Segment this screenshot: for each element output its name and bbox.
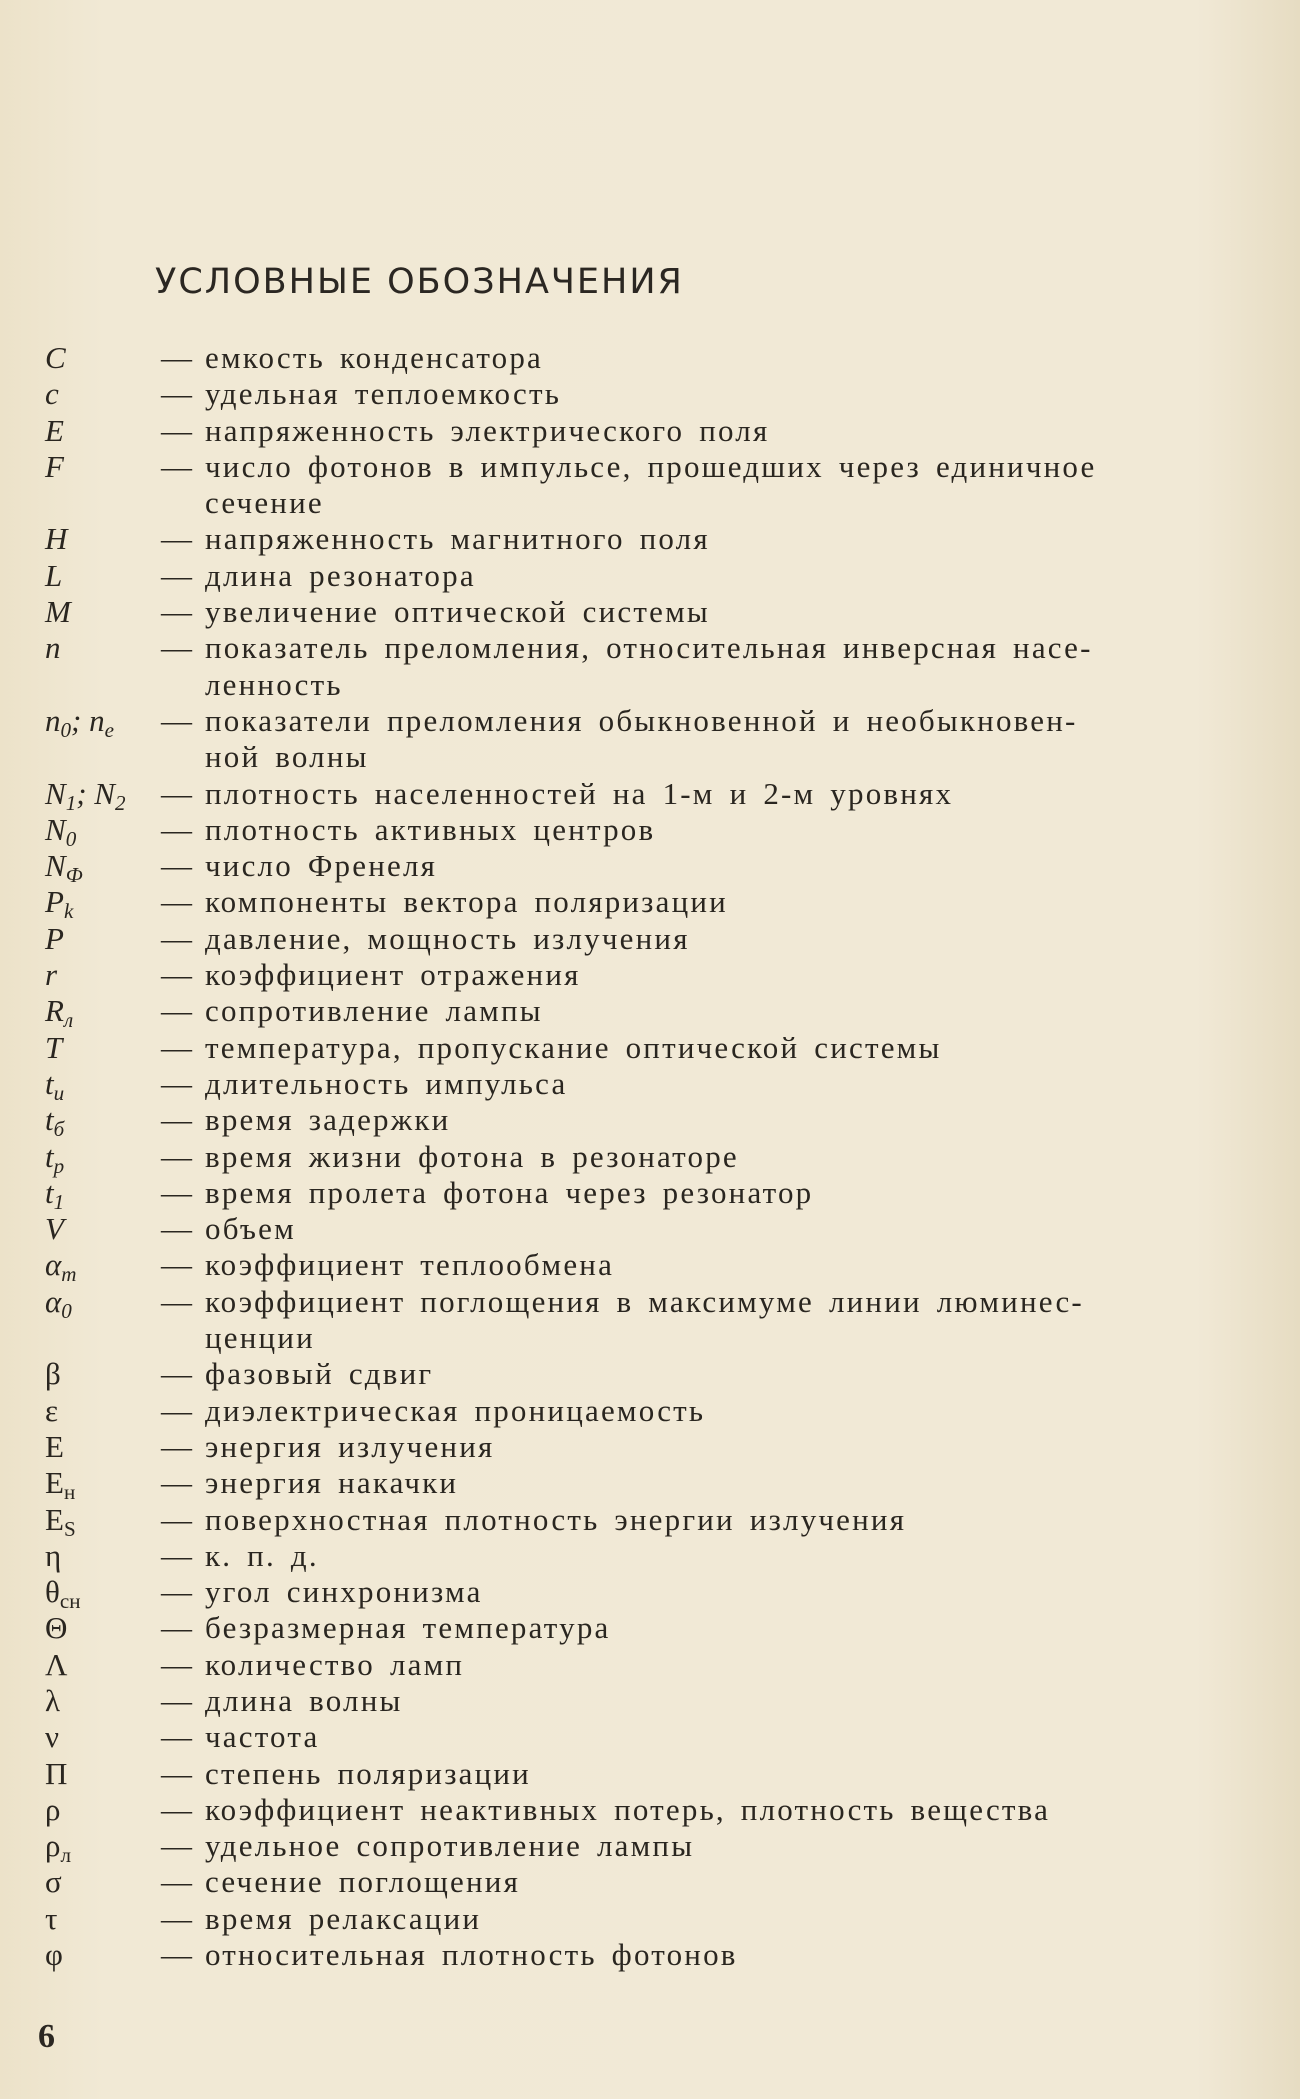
em-dash: — xyxy=(161,594,192,630)
notation-entry xyxy=(45,1574,1235,1613)
notation-description: показатель преломления, относительная инверсная насе- ленность xyxy=(205,630,1093,702)
notation-symbol: λ xyxy=(45,1682,61,1718)
em-dash: — xyxy=(161,1864,192,1900)
notation-description: коэффициент поглощения в максимуме линии люминес- ценции xyxy=(205,1283,1084,1356)
em-dash: — xyxy=(161,811,192,847)
notation-description: степень поляризации xyxy=(205,1755,531,1791)
em-dash: — xyxy=(161,1574,192,1610)
notation-description: фазовый сдвиг xyxy=(205,1356,434,1392)
em-dash: — xyxy=(161,702,192,738)
notation-description: длина резонатора xyxy=(205,557,476,593)
notation-description: удельная теплоемкость xyxy=(205,376,562,412)
notation-description: число фотонов в импульсе, прошедших через единичное сечение xyxy=(205,448,1097,521)
em-dash: — xyxy=(161,920,192,956)
notation-entry xyxy=(45,1610,1235,1646)
notation-entry xyxy=(45,1030,1235,1066)
em-dash: — xyxy=(161,376,192,412)
notation-symbol: E xyxy=(45,1428,64,1464)
notation-description: поверхностная плотность энергии излучения xyxy=(205,1501,907,1537)
notation-entry xyxy=(45,594,1235,630)
em-dash: — xyxy=(161,1247,192,1283)
em-dash: — xyxy=(161,1646,192,1682)
notation-list xyxy=(45,340,1235,1973)
notation-entry xyxy=(45,1247,1235,1287)
em-dash: — xyxy=(161,1537,192,1573)
notation-symbol: $N_Ф$ xyxy=(45,848,83,888)
notation-description: количество ламп xyxy=(205,1646,465,1682)
notation-symbol: Λ xyxy=(45,1646,68,1682)
notation-entry xyxy=(45,630,1235,703)
notation-description: увеличение оптической системы xyxy=(205,594,710,630)
em-dash: — xyxy=(161,1610,192,1646)
em-dash: — xyxy=(161,1682,192,1718)
notation-entry xyxy=(45,1756,1235,1792)
em-dash: — xyxy=(161,1392,192,1428)
notation-symbol: c xyxy=(45,376,59,412)
notation-symbol: ε xyxy=(45,1392,59,1428)
em-dash: — xyxy=(161,448,192,484)
notation-entry xyxy=(45,340,1235,376)
notation-symbol: $N_0$ xyxy=(45,811,77,851)
em-dash: — xyxy=(161,993,192,1029)
notation-symbol: H xyxy=(45,521,68,557)
notation-entry xyxy=(45,413,1235,449)
notation-entry xyxy=(45,884,1235,924)
notation-symbol: φ xyxy=(45,1937,63,1973)
notation-entry xyxy=(45,1937,1235,1973)
em-dash: — xyxy=(161,1937,192,1973)
em-dash: — xyxy=(161,1501,192,1537)
notation-description: показатели преломления обыкновенной и необыкновен- ной волны xyxy=(205,702,1078,775)
notation-entry xyxy=(45,1719,1235,1755)
notation-entry xyxy=(45,1465,1235,1505)
notation-description: энергия накачки xyxy=(205,1465,459,1501)
notation-entry xyxy=(45,811,1235,851)
em-dash: — xyxy=(161,1900,192,1936)
notation-description: время пролета фотона через резонатор xyxy=(205,1174,814,1210)
notation-symbol: $t_р$ xyxy=(45,1138,65,1178)
notation-symbol: Θ xyxy=(45,1610,68,1646)
notation-symbol: $\alpha_т$ xyxy=(45,1247,77,1287)
notation-entry xyxy=(45,921,1235,957)
notation-symbol: $N_1$; $N_2$ xyxy=(45,775,126,815)
notation-entry xyxy=(45,558,1235,594)
notation-description: время релаксации xyxy=(205,1900,482,1936)
notation-description: число Френеля xyxy=(205,848,438,884)
notation-symbol: $t_и$ xyxy=(45,1065,65,1105)
notation-description: к. п. д. xyxy=(205,1537,319,1573)
notation-entry xyxy=(45,957,1235,993)
notation-symbol: V xyxy=(45,1211,64,1247)
notation-entry xyxy=(45,848,1235,888)
notation-description: сопротивление лампы xyxy=(205,993,543,1029)
em-dash: — xyxy=(161,1755,192,1791)
notation-entry xyxy=(45,993,1235,1033)
notation-symbol: M xyxy=(45,594,71,630)
notation-entry xyxy=(45,1356,1235,1392)
notation-symbol: $\theta_{сн}$ xyxy=(45,1574,81,1613)
notation-entry xyxy=(45,1102,1235,1142)
notation-symbol: τ xyxy=(45,1900,58,1936)
em-dash: — xyxy=(161,630,192,666)
notation-entry xyxy=(45,1211,1235,1247)
notation-entry xyxy=(45,775,1235,815)
notation-description: напряженность электрического поля xyxy=(205,412,770,448)
notation-entry xyxy=(45,1683,1235,1719)
notation-description: частота xyxy=(205,1719,320,1755)
em-dash: — xyxy=(161,1828,192,1864)
notation-entry xyxy=(45,1174,1235,1214)
notation-symbol: ν xyxy=(45,1719,60,1755)
notation-description: диэлектрическая проницаемость xyxy=(205,1392,706,1428)
notation-description: удельное сопротивление лампы xyxy=(205,1828,695,1864)
notation-entry xyxy=(45,1138,1235,1178)
em-dash: — xyxy=(161,957,192,993)
notation-entry xyxy=(45,1792,1235,1828)
em-dash: — xyxy=(161,1356,192,1392)
notation-description: температура, пропускание оптической системы xyxy=(205,1029,942,1065)
em-dash: — xyxy=(161,1102,192,1138)
notation-description: безразмерная температура xyxy=(205,1610,611,1646)
em-dash: — xyxy=(161,1465,192,1501)
notation-description: длина волны xyxy=(205,1682,403,1718)
notation-symbol: n xyxy=(45,630,61,666)
notation-entry xyxy=(45,1864,1235,1900)
notation-symbol: r xyxy=(45,957,58,993)
notation-entry xyxy=(45,1501,1235,1541)
em-dash: — xyxy=(161,340,192,375)
notation-description: коэффициент отражения xyxy=(205,957,581,993)
em-dash: — xyxy=(161,1211,192,1247)
notation-symbol: T xyxy=(45,1029,63,1065)
notation-symbol: β xyxy=(45,1356,61,1392)
notation-entry xyxy=(45,521,1235,557)
em-dash: — xyxy=(161,1029,192,1065)
notation-description: коэффициент теплообмена xyxy=(205,1247,615,1283)
em-dash: — xyxy=(161,1719,192,1755)
notation-description: давление, мощность излучения xyxy=(205,920,690,956)
notation-description: емкость конденсатора xyxy=(205,340,544,375)
notation-description: сечение поглощения xyxy=(205,1864,521,1900)
notation-symbol: η xyxy=(45,1537,62,1573)
notation-description: угол синхронизма xyxy=(205,1574,483,1610)
notation-entry xyxy=(45,1065,1235,1105)
em-dash: — xyxy=(161,1791,192,1827)
page-number: 6 xyxy=(38,2018,55,2055)
notation-symbol: $t_б$ xyxy=(45,1102,65,1142)
notation-description: время жизни фотона в резонаторе xyxy=(205,1138,739,1174)
em-dash: — xyxy=(161,884,192,920)
notation-symbol: ρ xyxy=(45,1791,61,1827)
notation-entry xyxy=(45,1901,1235,1937)
notation-entry xyxy=(45,1538,1235,1574)
em-dash: — xyxy=(161,557,192,593)
notation-description: энергия излучения xyxy=(205,1428,495,1464)
notation-description: коэффициент неактивных потерь, плотность вещества xyxy=(205,1791,1051,1827)
notation-symbol: L xyxy=(45,557,63,593)
notation-symbol: E xyxy=(45,412,64,448)
notation-description: напряженность магнитного поля xyxy=(205,521,710,557)
em-dash: — xyxy=(161,412,192,448)
notation-symbol: $P_k$ xyxy=(45,884,74,924)
notation-entry xyxy=(45,376,1235,412)
notation-entry xyxy=(45,1647,1235,1683)
notation-symbol: C xyxy=(45,340,66,375)
notation-entry xyxy=(45,1284,1235,1357)
notation-symbol: $E_S$ xyxy=(45,1501,76,1541)
em-dash: — xyxy=(161,521,192,557)
notation-description: плотность населенностей на 1-м и 2-м уровнях xyxy=(205,775,954,811)
notation-description: объем xyxy=(205,1211,296,1247)
notation-description: компоненты вектора поляризации xyxy=(205,884,728,920)
em-dash: — xyxy=(161,1138,192,1174)
notation-symbol: $n_0$; $n_e$ xyxy=(45,702,114,742)
notation-description: время задержки xyxy=(205,1102,451,1138)
notation-symbol: P xyxy=(45,920,64,956)
notation-symbol: Π xyxy=(45,1755,68,1791)
notation-description: относительная плотность фотонов xyxy=(205,1937,738,1973)
notation-description: длительность импульса xyxy=(205,1065,568,1101)
notation-symbol: σ xyxy=(45,1864,62,1900)
notation-entry xyxy=(45,1429,1235,1465)
notation-entry xyxy=(45,703,1235,776)
notation-symbol: $E_н$ xyxy=(45,1465,76,1505)
em-dash: — xyxy=(161,1174,192,1210)
notation-entry xyxy=(45,449,1235,522)
notation-entry xyxy=(45,1828,1235,1868)
em-dash: — xyxy=(161,1283,192,1319)
notation-symbol: $t_1$ xyxy=(45,1174,65,1214)
notation-symbol: F xyxy=(45,448,64,484)
em-dash: — xyxy=(161,775,192,811)
notation-symbol: $R_л$ xyxy=(45,993,74,1033)
em-dash: — xyxy=(161,848,192,884)
notation-symbol: $\rho_л$ xyxy=(45,1828,72,1868)
page-title: УСЛОВНЫЕ ОБОЗНАЧЕНИЯ xyxy=(155,262,684,302)
em-dash: — xyxy=(161,1065,192,1101)
notation-entry xyxy=(45,1393,1235,1429)
em-dash: — xyxy=(161,1428,192,1464)
notation-symbol: $\alpha_0$ xyxy=(45,1283,72,1323)
notation-description: плотность активных центров xyxy=(205,811,656,847)
